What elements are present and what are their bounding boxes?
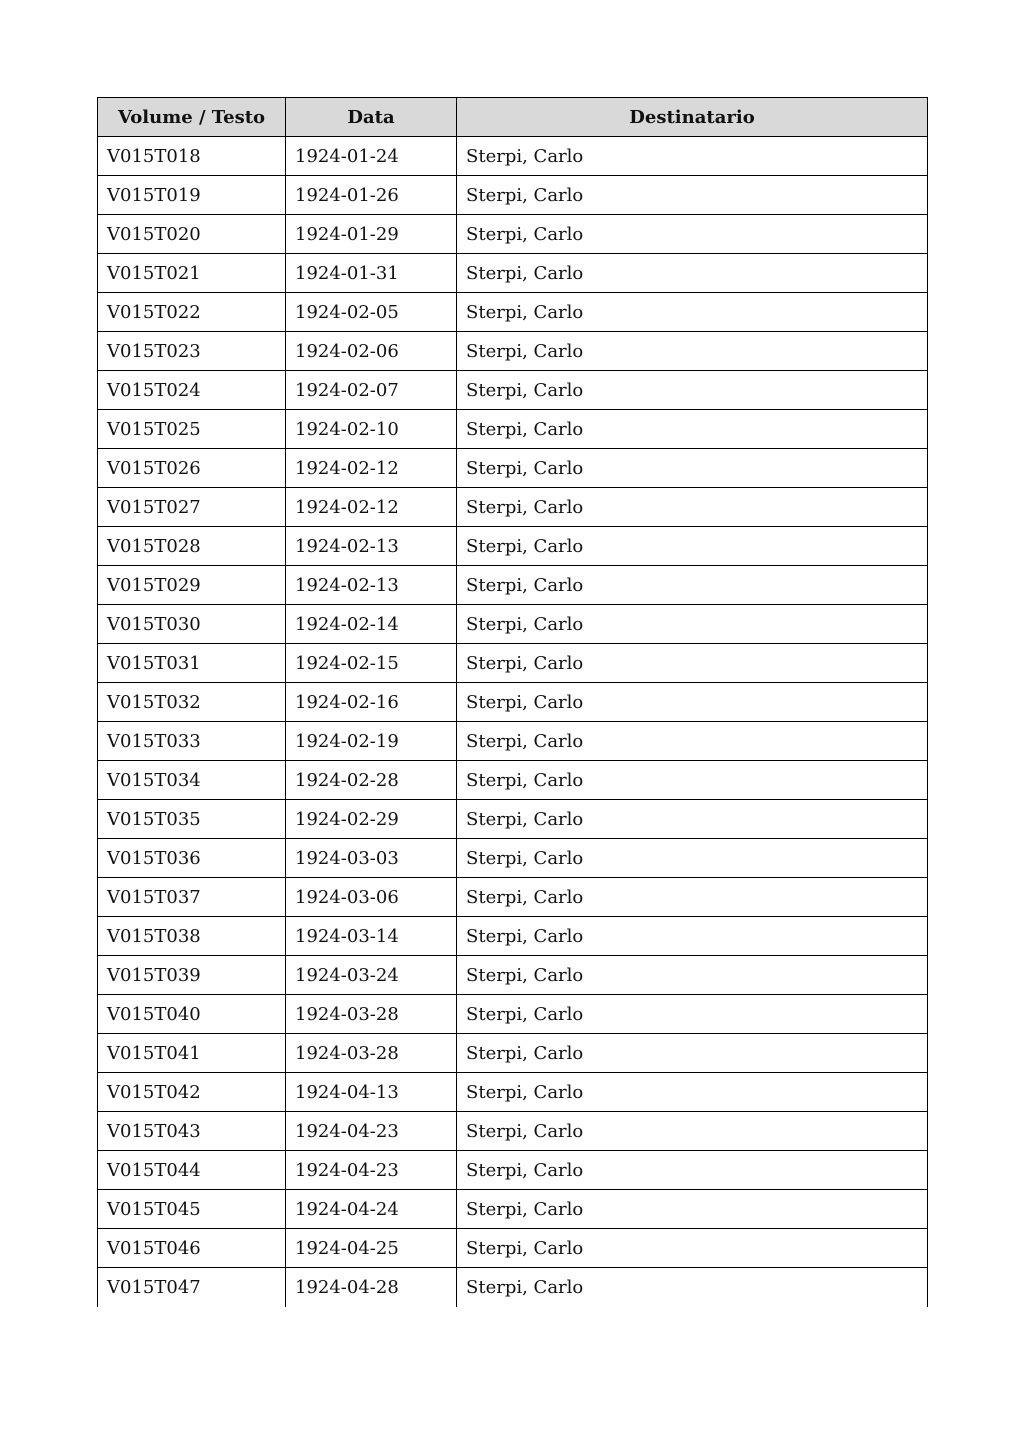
destinatario-cell: Sterpi, Carlo [457,1034,928,1073]
volume-testo-cell: V015T021 [98,254,286,293]
volume-testo-cell: V015T019 [98,176,286,215]
data-cell: 1924-02-13 [286,527,457,566]
volume-testo-cell: V015T046 [98,1229,286,1268]
volume-testo-cell: V015T031 [98,644,286,683]
destinatario-cell: Sterpi, Carlo [457,1073,928,1112]
header-row [98,98,928,137]
table-row [98,371,928,410]
data-cell: 1924-04-23 [286,1112,457,1151]
data-cell: 1924-01-29 [286,215,457,254]
data-cell: 1924-03-28 [286,1034,457,1073]
table-row [98,254,928,293]
volume-testo-cell: V015T023 [98,332,286,371]
table-row [98,1073,928,1112]
volume-testo-cell: V015T020 [98,215,286,254]
volume-testo-cell: V015T038 [98,917,286,956]
volume-testo-cell: V015T022 [98,293,286,332]
data-cell: 1924-02-19 [286,722,457,761]
data-cell: 1924-02-12 [286,449,457,488]
data-cell: 1924-02-28 [286,761,457,800]
volume-testo-cell: V015T030 [98,605,286,644]
column-header-data: Data [286,98,457,137]
destinatario-cell: Sterpi, Carlo [457,761,928,800]
table-row [98,1151,928,1190]
table-row [98,215,928,254]
table-row [98,722,928,761]
column-header-volume-testo: Volume / Testo [98,98,286,137]
destinatario-cell: Sterpi, Carlo [457,1190,928,1229]
data-cell: 1924-02-13 [286,566,457,605]
volume-testo-cell: V015T043 [98,1112,286,1151]
volume-testo-cell: V015T041 [98,1034,286,1073]
data-cell: 1924-02-06 [286,332,457,371]
volume-testo-cell: V015T037 [98,878,286,917]
table-row [98,1112,928,1151]
table-row [98,488,928,527]
table-row [98,410,928,449]
destinatario-cell: Sterpi, Carlo [457,995,928,1034]
volume-testo-cell: V015T039 [98,956,286,995]
volume-testo-cell: V015T036 [98,839,286,878]
destinatario-cell: Sterpi, Carlo [457,1229,928,1268]
destinatario-cell: Sterpi, Carlo [457,605,928,644]
volume-testo-cell: V015T025 [98,410,286,449]
table-row [98,683,928,722]
volume-testo-cell: V015T029 [98,566,286,605]
volume-testo-cell: V015T042 [98,1073,286,1112]
data-cell: 1924-03-14 [286,917,457,956]
destinatario-cell: Sterpi, Carlo [457,176,928,215]
volume-testo-cell: V015T040 [98,995,286,1034]
data-cell: 1924-02-15 [286,644,457,683]
data-cell: 1924-04-25 [286,1229,457,1268]
table-row [98,1229,928,1268]
table-row [98,332,928,371]
table-row [98,1034,928,1073]
destinatario-cell: Sterpi, Carlo [457,215,928,254]
destinatario-cell: Sterpi, Carlo [457,800,928,839]
destinatario-cell: Sterpi, Carlo [457,1112,928,1151]
volume-testo-cell: V015T045 [98,1190,286,1229]
table-row [98,917,928,956]
destinatario-cell: Sterpi, Carlo [457,683,928,722]
data-cell: 1924-02-29 [286,800,457,839]
volume-testo-cell: V015T032 [98,683,286,722]
volume-testo-cell: V015T034 [98,761,286,800]
table-header [98,98,928,137]
destinatario-cell: Sterpi, Carlo [457,1151,928,1190]
data-cell: 1924-04-24 [286,1190,457,1229]
column-header-destinatario: Destinatario [457,98,928,137]
table-row [98,137,928,176]
table-row [98,1268,928,1307]
data-cell: 1924-02-16 [286,683,457,722]
volume-testo-cell: V015T047 [98,1268,286,1307]
data-cell: 1924-02-10 [286,410,457,449]
volume-testo-cell: V015T028 [98,527,286,566]
volume-testo-cell: V015T024 [98,371,286,410]
data-cell: 1924-03-03 [286,839,457,878]
volume-testo-cell: V015T044 [98,1151,286,1190]
data-cell: 1924-04-13 [286,1073,457,1112]
data-cell: 1924-01-24 [286,137,457,176]
data-cell: 1924-03-24 [286,956,457,995]
table-row [98,995,928,1034]
table-row [98,800,928,839]
letters-table [97,97,928,1307]
data-cell: 1924-03-06 [286,878,457,917]
volume-testo-cell: V015T027 [98,488,286,527]
table-row [98,449,928,488]
data-cell: 1924-02-12 [286,488,457,527]
data-cell: 1924-03-28 [286,995,457,1034]
data-cell: 1924-01-31 [286,254,457,293]
table-row [98,293,928,332]
data-cell: 1924-04-23 [286,1151,457,1190]
destinatario-cell: Sterpi, Carlo [457,488,928,527]
data-cell: 1924-02-07 [286,371,457,410]
destinatario-cell: Sterpi, Carlo [457,566,928,605]
destinatario-cell: Sterpi, Carlo [457,878,928,917]
table-row [98,605,928,644]
destinatario-cell: Sterpi, Carlo [457,1268,928,1307]
destinatario-cell: Sterpi, Carlo [457,722,928,761]
table-row [98,566,928,605]
destinatario-cell: Sterpi, Carlo [457,956,928,995]
table-row [98,644,928,683]
data-cell: 1924-01-26 [286,176,457,215]
table-row [98,176,928,215]
destinatario-cell: Sterpi, Carlo [457,371,928,410]
table-row [98,761,928,800]
data-cell: 1924-02-14 [286,605,457,644]
volume-testo-cell: V015T026 [98,449,286,488]
data-cell: 1924-02-05 [286,293,457,332]
destinatario-cell: Sterpi, Carlo [457,449,928,488]
table-row [98,956,928,995]
destinatario-cell: Sterpi, Carlo [457,137,928,176]
destinatario-cell: Sterpi, Carlo [457,839,928,878]
destinatario-cell: Sterpi, Carlo [457,917,928,956]
table-row [98,839,928,878]
destinatario-cell: Sterpi, Carlo [457,332,928,371]
destinatario-cell: Sterpi, Carlo [457,293,928,332]
table-row [98,1190,928,1229]
table-row [98,878,928,917]
destinatario-cell: Sterpi, Carlo [457,410,928,449]
table-body [98,137,928,1307]
volume-testo-cell: V015T018 [98,137,286,176]
destinatario-cell: Sterpi, Carlo [457,644,928,683]
volume-testo-cell: V015T035 [98,800,286,839]
table-row [98,527,928,566]
data-cell: 1924-04-28 [286,1268,457,1307]
destinatario-cell: Sterpi, Carlo [457,254,928,293]
destinatario-cell: Sterpi, Carlo [457,527,928,566]
volume-testo-cell: V015T033 [98,722,286,761]
